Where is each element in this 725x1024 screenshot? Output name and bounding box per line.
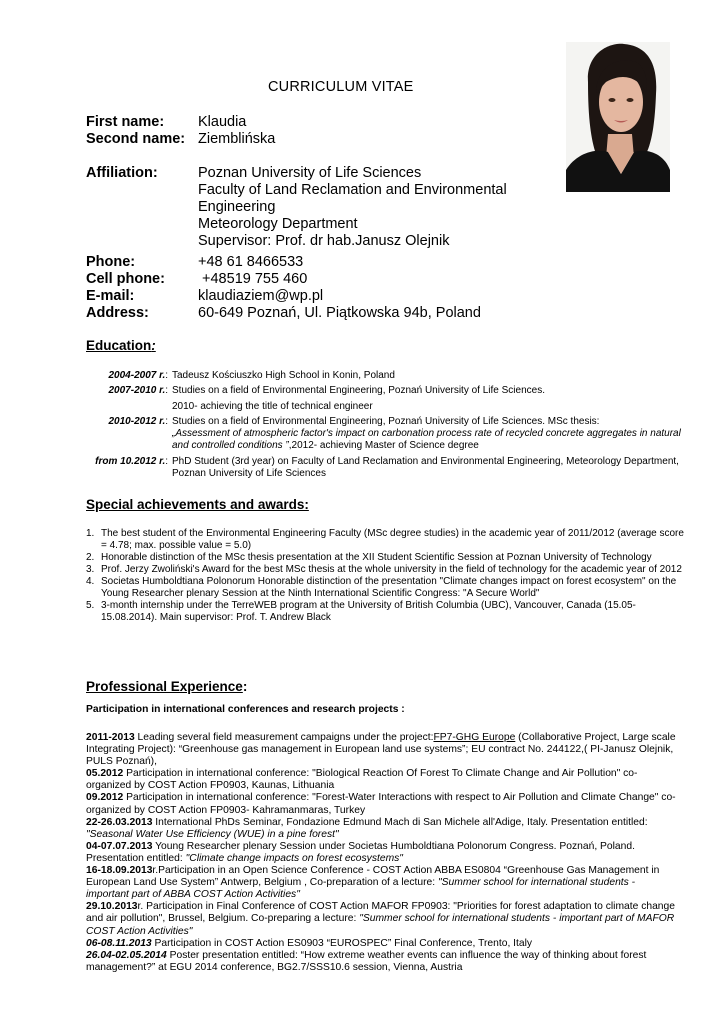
affiliation-line: Engineering: [198, 199, 276, 215]
phone-label: Phone:: [86, 254, 136, 270]
list-item: 04-07.07.2013 Young Researcher plenary Session under Societas Humboldtiana Polonorum Congress. Poznań, Poland. Presentation entitled: "Climate change impacts on forest ecosystems": [86, 840, 635, 864]
list-item: 2011-2013 Leading several field measurement campaigns under the project:FP7-GHG Europe (Collaborative Project, Large scale Integrating Project): “Greenhouse gas management in European land use systems”; EU contract No. 244122,( PI-Janusz Olejnik, PULS Poznań),: [86, 732, 676, 768]
address-value: 60-649 Poznań, Ul. Piątkowska 94b, Poland: [198, 305, 481, 321]
education-text: 2010- achieving the title of technical engineer: [172, 401, 373, 412]
second-name-value: Ziemblińska: [198, 131, 276, 147]
education-text: Studies on a field of Environmental Engineering, Poznań University of Life Sciences.: [172, 385, 545, 396]
education-text: PhD Student (3rd year) on Faculty of Land Reclamation and Environmental Engineering, Meteorology Department, Poznan University of Life Sciences: [172, 456, 679, 479]
second-name-label: Second name:: [86, 131, 186, 147]
education-text: Tadeusz Kościuszko High School in Konin, Poland: [172, 370, 395, 381]
achievements-heading: Special achievements and awards:: [86, 497, 309, 512]
project-link[interactable]: FP7-GHG Europe: [433, 732, 516, 743]
first-name-label: First name:: [86, 114, 165, 130]
list-item: 5. 3-month internship under the TerreWEB program at the University of British Columbia (UBC), Vancouver, Canada (15.05-15.08.2014). Main supervisor: Prof. T. Andrew Black: [86, 600, 636, 623]
education-text: Studies on a field of Environmental Engineering, Poznań University of Life Sciences. MSc thesis: „Assessment of atmospheric factor's impact on carbonation process rate of recycled concrete aggregates in natural and controlled conditions ”,2012- achieving Master of Science degree: [172, 416, 681, 451]
list-item: 06-08.11.2013 Participation in COST Action ES0903 “EUROSPEC” Final Conference, Trento, Italy: [86, 937, 533, 949]
list-item: 16-18.09.2013r.Participation in an Open Science Conference - COST Action ABBA ES0804 “Greenhouse Gas Management in European Land Use System” Antwerp, Belgium , Co-preparation of a lecture: "Summer school for international students - important part of ABBA COST Action Activities": [86, 865, 660, 901]
list-item: 05.2012 Participation in international conference: "Biological Reaction Of Forest To Climate Change and Air Pollution" co-organized by COST Action FP0903, Kaunas, Lithuania: [86, 768, 638, 792]
achievements-list: [86, 528, 686, 624]
list-item: 22-26.03.2013 International PhDs Seminar, Fondazione Edmund Mach di San Michele all'Adige, Italy. Presentation entitled: "Seasonal Water Use Efficiency (WUE) in a pine forest": [86, 816, 648, 840]
list-item: 29.10.2013r. Participation in Final Conference of COST Action MAFOR FP0903: "Priorities for forest adaptation to climate change and air pollution", Brussel, Belgium. Co-preparing a lecture: "Summer school for international students - important part of MAFOR COST Action Activities": [86, 901, 675, 937]
thesis-title: „Assessment of atmospheric factor's impact on carbonation process rate of recycled concrete aggregates in natural and controlled conditions ”: [172, 428, 681, 451]
education-heading: Education:: [86, 338, 156, 353]
list-item: 3. Prof. Jerzy Zwoliński's Award for the best MSc thesis at the whole university in the field of technology for the academic year of 2012: [86, 564, 682, 575]
affiliation-value: [198, 165, 507, 250]
list-item: 4. Societas Humboldtiana Polonorum Honorable distinction of the presentation "Climate changes impact on forest ecosystem" on the Young Researcher plenary Session at the Ninth International Scientific Congress: "A Secure World": [86, 576, 677, 599]
list-item: 09.2012 Participation in international conference: "Forest-Water Interactions with respect to Air Pollution and Climate Change" co-organized by COST Action FP0903- Kahramanmaras, Turkey: [86, 792, 676, 816]
affiliation-line: Supervisor: Prof. dr hab.Janusz Olejnik: [198, 233, 450, 249]
affiliation-line: Faculty of Land Reclamation and Environmental: [198, 182, 507, 198]
affiliation-line: Meteorology Department: [198, 216, 358, 232]
document-title: CURRICULUM VITAE: [268, 79, 414, 95]
affiliation-line: Poznan University of Life Sciences: [198, 165, 422, 181]
list-item: 2. Honorable distinction of the MSc thesis presentation at the XII Student Scientific Session at Poznan University of Technology: [86, 552, 652, 563]
education-date: from 10.2012 r.:: [95, 456, 168, 467]
affiliation-label: Affiliation:: [86, 165, 158, 181]
phone-value: +48 61 8466533: [198, 254, 304, 270]
experience-list: [86, 732, 678, 974]
email-value[interactable]: klaudiaziem@wp.pl: [198, 288, 324, 304]
education-date: 2010-2012 r.:: [108, 416, 168, 427]
first-name-value: Klaudia: [198, 114, 247, 130]
address-label: Address:: [86, 305, 149, 321]
experience-heading: Professional Experience:: [86, 679, 248, 694]
cell-phone-label: Cell phone:: [86, 271, 165, 287]
cell-phone-value: +48519 755 460: [198, 271, 308, 287]
list-item: 26.04-02.05.2014 Poster presentation entitled: “How extreme weather events can influence the way of thinking about forest management?” at EGU 2014 conference, BG2.7/SSS10.6 session, Vienna, Austria: [86, 949, 647, 973]
email-label: E-mail:: [86, 288, 135, 304]
portrait-photo: [566, 42, 670, 192]
education-date: 2004-2007 r.:: [108, 370, 168, 381]
experience-subheading: Participation in international conferences and research projects :: [86, 704, 405, 715]
list-item: 1. The best student of the Environmental Engineering Faculty (MSc degree studies) in the academic year of 2011/2012 (average score = 4.78; max. possible value = 5.0): [86, 528, 684, 551]
education-date: 2007-2010 r.:: [108, 385, 168, 396]
